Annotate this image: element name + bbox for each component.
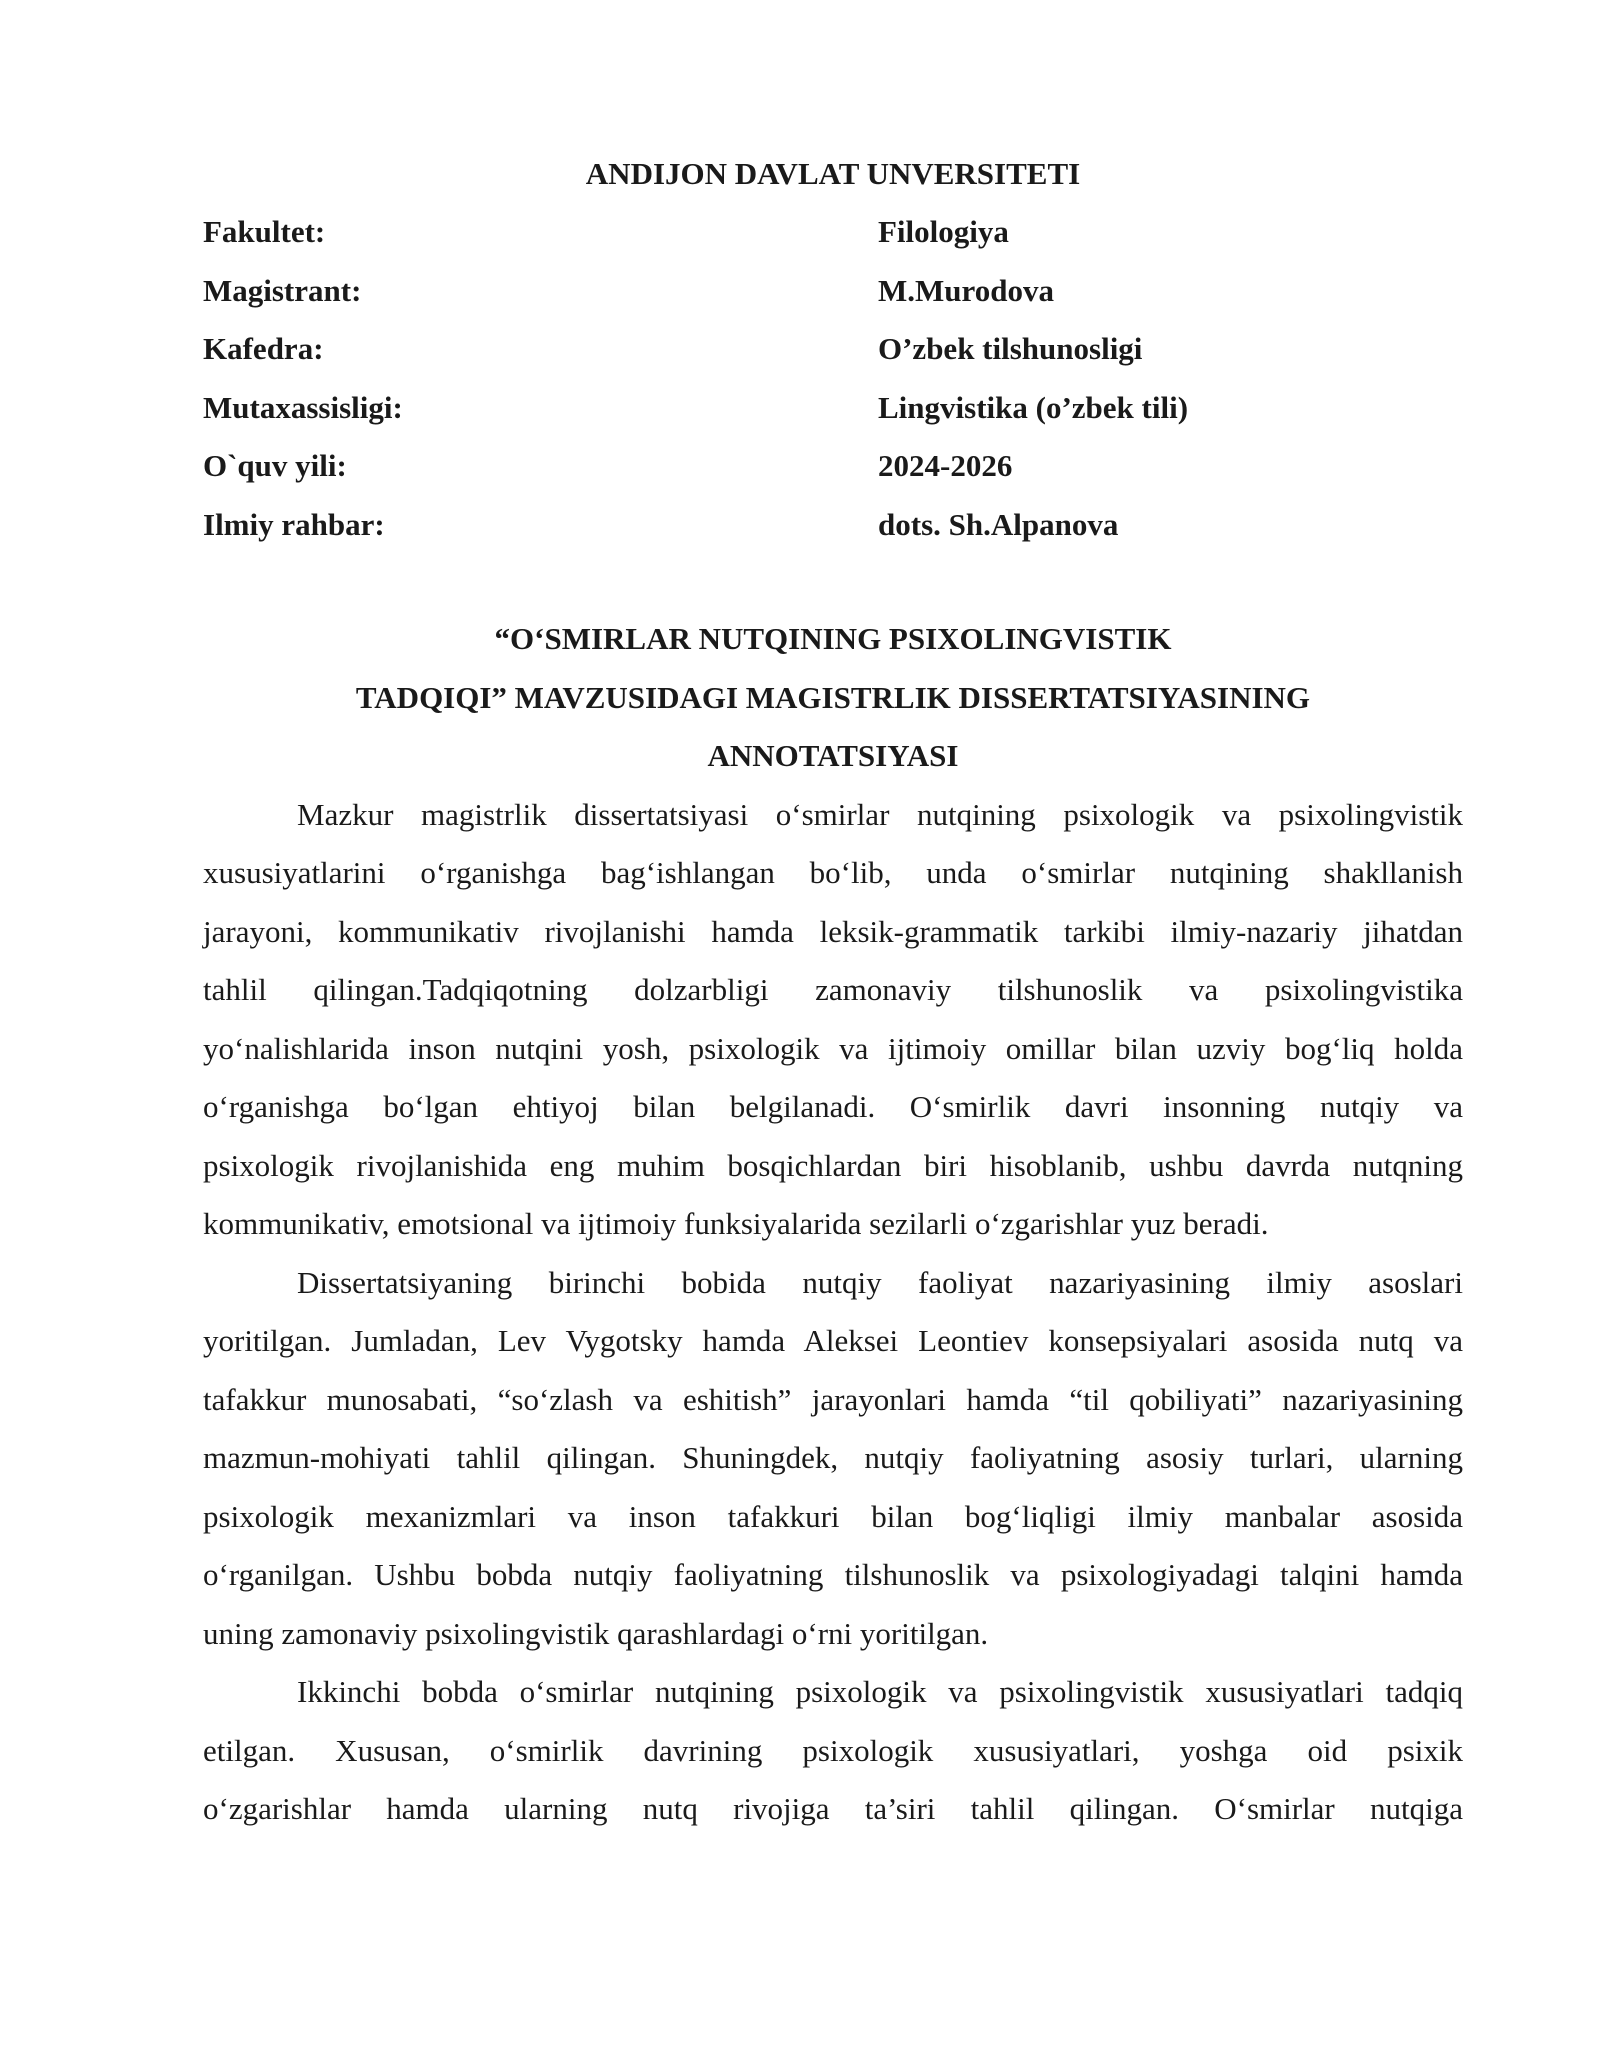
university-name: ANDIJON DAVLAT UNVERSITETI [585,156,1081,191]
document-page [203,145,1463,1839]
info-label: O`quv yili: [203,448,347,483]
paragraph [203,1663,1463,1839]
info-row-student [203,262,1463,321]
text-line: Mazkur magistrlik dissertatsiyasi o‘smirlar nutqining psixologik va psixolingvistik [297,796,1463,832]
info-row-specialty [203,379,1463,438]
info-row-department [203,320,1463,379]
text-line: o‘rganilgan. Ushbu bobda nutqiy faoliyatning tilshunoslik va psixologiyadagi talqini hamda [203,1557,1463,1592]
text-line: kommunikativ, emotsional va ijtimoiy funksiyalarida sezilarli o‘zgarishlar yuz beradi. [203,1206,1269,1241]
text-line: o‘rganishga bo‘lgan ehtiyoj bilan belgilanadi. O‘smirlik davri insonning nutqiy va [203,1089,1463,1124]
text-line: Dissertatsiyaning birinchi bobida nutqiy faoliyat nazariyasining ilmiy asoslari [297,1264,1463,1300]
info-value: M.Murodova [878,272,1054,308]
text-line: etilgan. Xususan, o‘smirlik davrining psixologik xususiyatlari, yoshga oid psixik [203,1732,1463,1768]
info-label: Magistrant: [203,272,362,308]
info-table [203,203,1463,554]
text-line: jarayoni, kommunikativ rivojlanishi hamda leksik-grammatik tarkibi ilmiy-nazariy jihatdan [203,913,1463,949]
text-line: psixologik rivojlanishida eng muhim bosqichlardan biri hisoblanib, ushbu davrda nutqning [203,1147,1463,1183]
info-value: Lingvistika (o’zbek tili) [878,389,1189,425]
abstract-body [203,786,1463,1839]
document-title [203,610,1463,786]
text-line: xususiyatlarini o‘rganishga bag‘ishlangan bo‘lib, unda o‘smirlar nutqining shakllanish [203,855,1463,890]
info-value: Filologiya [878,214,1009,249]
paragraph [203,1254,1463,1664]
info-row-faculty [203,203,1463,262]
title-line: ANNOTATSIYASI [707,738,959,773]
info-value: 2024-2026 [878,448,1013,483]
text-line: o‘zgarishlar hamda ularning nutq rivojiga ta’siri tahlil qilingan. O‘smirlar nutqiga [203,1791,1463,1826]
info-row-supervisor [203,496,1463,555]
paragraph [203,786,1463,1254]
text-line: yoritilgan. Jumladan, Lev Vygotsky hamda Aleksei Leontiev konsepsiyalari asosida nutq va [203,1323,1463,1358]
text-line: tafakkur munosabati, “so‘zlash va eshitish” jarayonlari hamda “til qobiliyati” nazariyasining [203,1381,1463,1417]
title-line: “O‘SMIRLAR NUTQINING PSIXOLINGVISTIK [494,621,1172,656]
info-label: Kafedra: [203,331,324,366]
info-label: Mutaxassisligi: [203,389,403,425]
title-line: TADQIQI” MAVZUSIDAGI MAGISTRLIK DISSERTATSIYASINING [355,679,1311,715]
text-line: uning zamonaviy psixolingvistik qarashlardagi o‘rni yoritilgan. [203,1615,989,1651]
text-line: psixologik mexanizmlari va inson tafakkuri bilan bog‘liqligi ilmiy manbalar asosida [203,1498,1463,1534]
info-label: Fakultet: [203,214,326,249]
info-label: Ilmiy rahbar: [203,506,385,542]
text-line: tahlil qilingan.Tadqiqotning dolzarbligi zamonaviy tilshunoslik va psixolingvistika [203,972,1463,1007]
text-line: Ikkinchi bobda o‘smirlar nutqining psixologik va psixolingvistik xususiyatlari tadqiq [297,1674,1463,1709]
info-value: O’zbek tilshunosligi [878,331,1143,366]
info-value: dots. Sh.Alpanova [878,506,1119,542]
info-row-academic-year [203,437,1463,496]
text-line: yo‘nalishlarida inson nutqini yosh, psixologik va ijtimoiy omillar bilan uzviy bog‘liq holda [203,1030,1463,1066]
text-line: mazmun-mohiyati tahlil qilingan. Shuningdek, nutqiy faoliyatning asosiy turlari, ularning [203,1440,1463,1475]
